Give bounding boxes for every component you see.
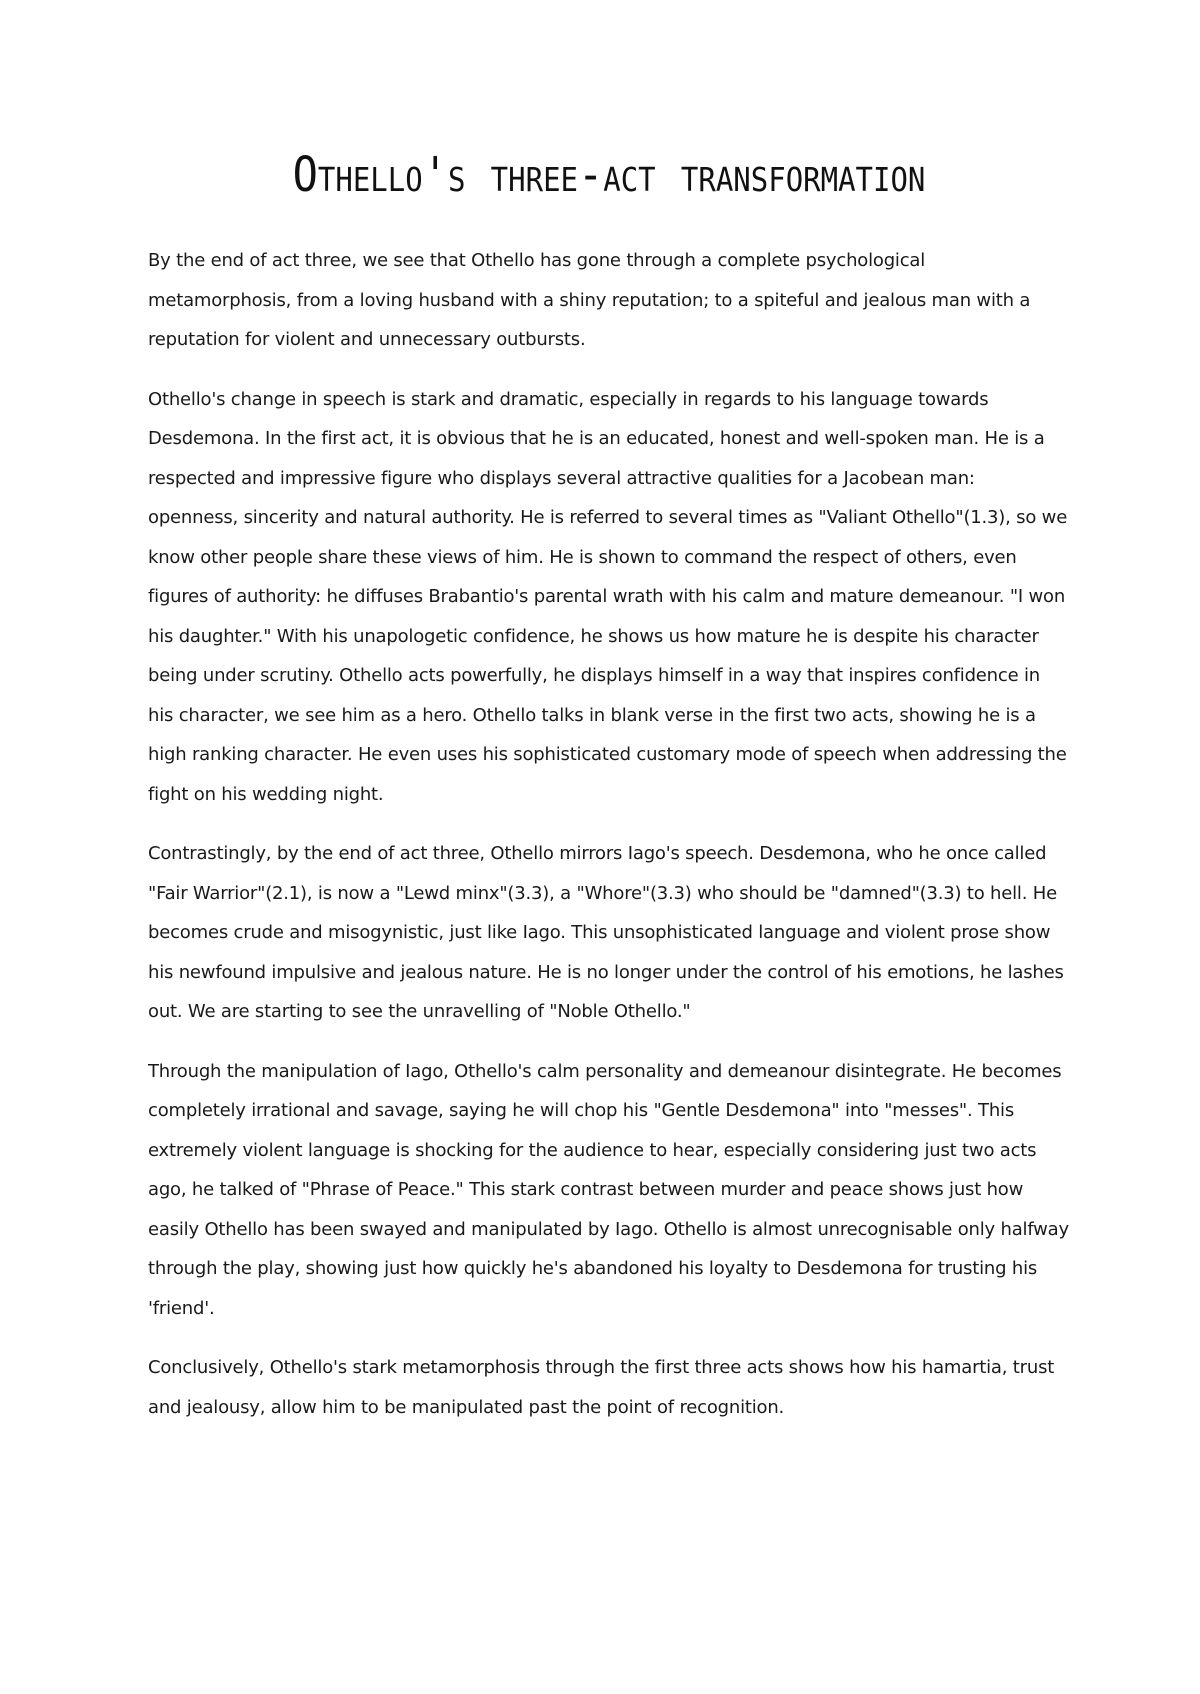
paragraph-intro: By the end of act three, we see that Othello has gone through a complete psychological metamorphosis, from a loving husband with a shiny reputation; to a spiteful and jealous man with a reputation for violent and unnecessary outbursts.: [148, 250, 1031, 350]
paragraph-conclusion: Conclusively, Othello's stark metamorphosis through the first three acts shows how his hamartia, trust and jealousy, allow him to be manipulated past the point of recognition.: [148, 1357, 1055, 1418]
paragraph-contrast: Contrastingly, by the end of act three, Othello mirrors Iago's speech. Desdemona, who he once called "Fair Warrior"(2.1), is now a "Lewd minx"(3.3), a "Whore"(3.3) who should be "damned"(3.3) to hell. He becomes crude and misogynistic, just like Iago. This unsophisticated language and violent prose show his newfound impulsive and jealous nature. He is no longer under the control of his emotions, he lashes out. We are starting to see the unravelling of "Noble Othello.": [148, 843, 1064, 1022]
page-title: Othello's three-act transformation: [292, 146, 926, 203]
paragraph-speech-change: Othello's change in speech is stark and dramatic, especially in regards to his language towards Desdemona. In the first act, it is obvious that he is an educated, honest and well-spoken man. He is a respected and impressive figure who displays several attractive qualities for a Jacobean man: openness, sincerity and natural authority. He is referred to several times as "Valiant Othello"(1.3), so we know other people share these views of him. He is shown to command the respect of others, even figures of authority: he diffuses Brabantio's parental wrath with his calm and mature demeanour. "I won his daughter." With his unapologetic confidence, he shows us how mature he is despite his character being under scrutiny. Othello acts powerfully, he displays himself in a way that inspires confidence in his character, we see him as a hero. Othello talks in blank verse in the first two acts, showing he is a high ranking character. He even uses his sophisticated customary mode of speech when addressing the fight on his wedding night.: [148, 388, 1068, 805]
paragraph-manipulation: Through the manipulation of Iago, Othello's calm personality and demeanour disintegrate. He becomes completely irrational and savage, saying he will chop his "Gentle Desdemona" into "messes". This extremely violent language is shocking for the audience to hear, especially considering just two acts ago, he talked of "Phrase of Peace." This stark contrast between murder and peace shows just how easily Othello has been swayed and manipulated by Iago. Othello is almost unrecognisable only halfway through the play, showing just how quickly he's abandoned his loyalty to Desdemona for trusting his 'friend'.: [148, 1060, 1069, 1319]
